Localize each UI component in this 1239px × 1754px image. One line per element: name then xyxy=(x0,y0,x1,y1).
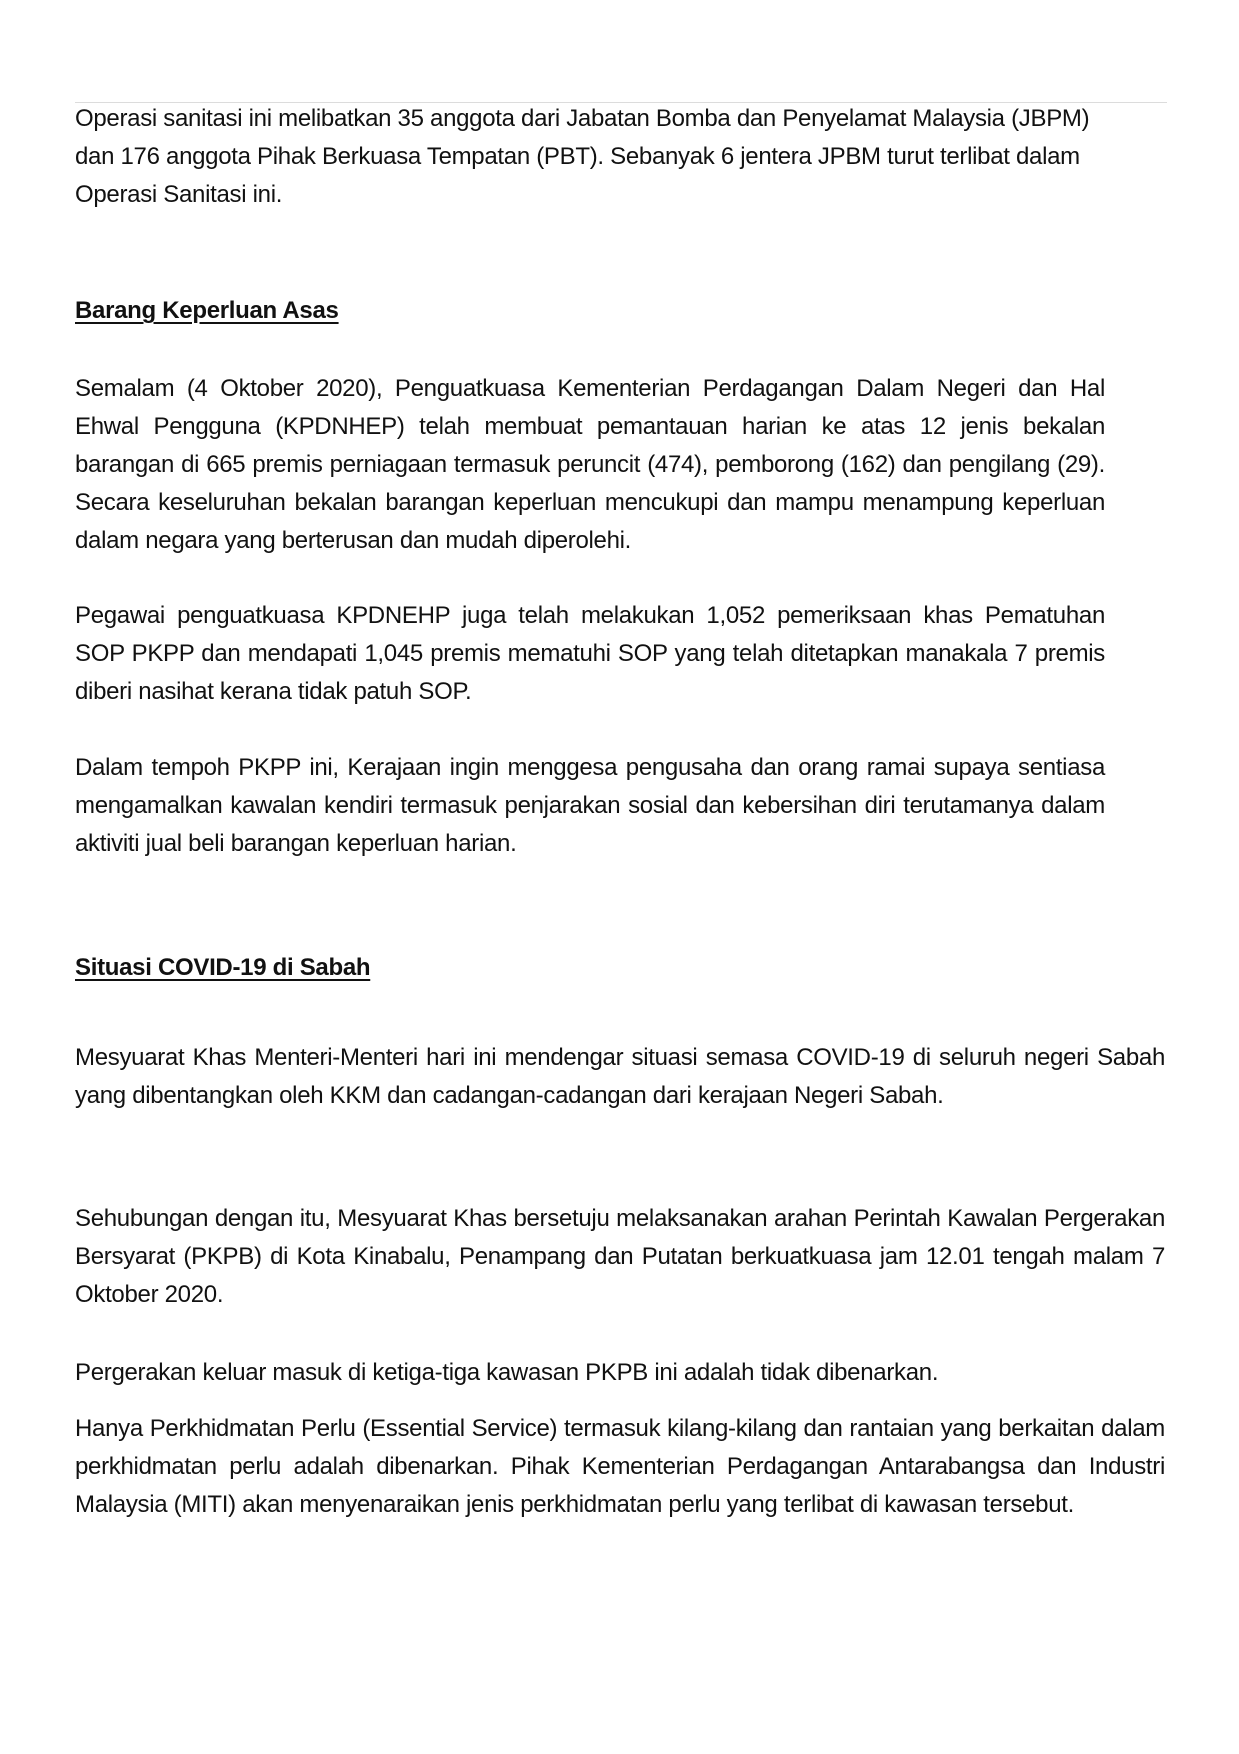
paragraph-pemantauan-harian: Semalam (4 Oktober 2020), Penguatkuasa Kementerian Perdagangan Dalam Negeri dan Hal Ehwal Pengguna (KPDNHEP) telah membuat pemantauan harian ke atas 12 jenis bekalan barangan di 665 premis perniagaan termasuk peruncit (474), pemborong (162) dan pengilang (29). Secara keseluruhan bekalan barangan keperluan mencukupi dan mampu menampung keperluan dalam negara yang berterusan dan mudah diperolehi. xyxy=(75,375,1105,554)
paragraph-pemeriksaan-sop: Pegawai penguatkuasa KPDNEHP juga telah melakukan 1,052 pemeriksaan khas Pematuhan SOP PKPP dan mendapati 1,045 premis mematuhi SOP yang telah ditetapkan manakala 7 premis diberi nasihat kerana tidak patuh SOP. xyxy=(75,602,1105,705)
paragraph-mesyuarat-khas: Mesyuarat Khas Menteri-Menteri hari ini mendengar situasi semasa COVID-19 di seluruh negeri Sabah yang dibentangkan oleh KKM dan cadangan-cadangan dari kerajaan Negeri Sabah. xyxy=(75,1044,1165,1109)
heading-barang-keperluan-asas: Barang Keperluan Asas xyxy=(75,297,339,324)
paragraph-gesaan-kerajaan: Dalam tempoh PKPP ini, Kerajaan ingin menggesa pengusaha dan orang ramai supaya sentiasa mengamalkan kawalan kendiri termasuk penjarakan sosial dan kebersihan diri terutamanya dalam aktiviti jual beli barangan keperluan harian. xyxy=(75,754,1105,857)
heading-situasi-covid-sabah: Situasi COVID-19 di Sabah xyxy=(75,954,371,981)
paragraph-arahan-pkpb: Sehubungan dengan itu, Mesyuarat Khas bersetuju melaksanakan arahan Perintah Kawalan Pergerakan Bersyarat (PKPB) di Kota Kinabalu, Penampang dan Putatan berkuatkuasa jam 12.01 tengah malam 7 Oktober 2020. xyxy=(75,1205,1165,1308)
paragraph-perkhidmatan-perlu: Hanya Perkhidmatan Perlu (Essential Service) termasuk kilang-kilang dan rantaian yang berkaitan dalam perkhidmatan perlu adalah dibenarkan. Pihak Kementerian Perdagangan Antarabangsa dan Industri Malaysia (MITI) akan menyenaraikan jenis perkhidmatan perlu yang terlibat di kawasan tersebut. xyxy=(75,1415,1165,1518)
paragraph-sanitasi: Operasi sanitasi ini melibatkan 35 anggota dari Jabatan Bomba dan Penyelamat Malaysia (JBPM) dan 176 anggota Pihak Berkuasa Tempatan (PBT). Sebanyak 6 jentera JPBM turut terlibat dalam Operasi Sanitasi ini. xyxy=(75,105,1090,208)
paragraph-pergerakan: Pergerakan keluar masuk di ketiga-tiga kawasan PKPB ini adalah tidak dibenarkan. xyxy=(75,1359,939,1386)
